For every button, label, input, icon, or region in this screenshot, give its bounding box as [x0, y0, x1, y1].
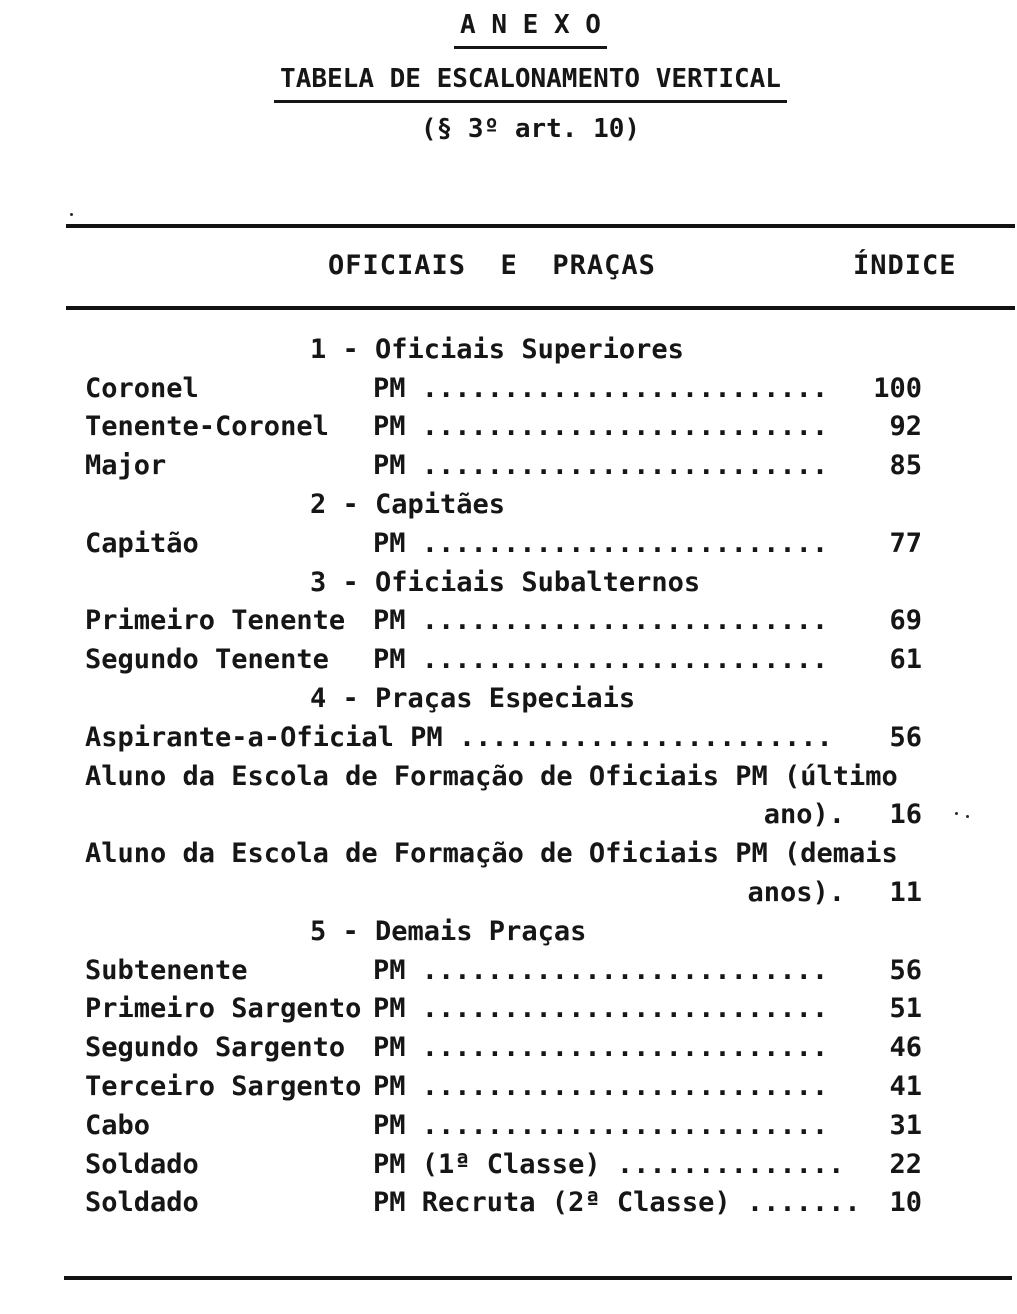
table-title: [22, 62, 1017, 103]
title-block: [22, 8, 1017, 150]
table-row: [85, 718, 922, 757]
rank-index: 10: [889, 1187, 922, 1219]
continuation-text: anos).: [747, 877, 845, 909]
column-header-officers: OFICIAIS E PRAÇAS: [328, 250, 656, 281]
table-row: [85, 1106, 922, 1145]
rank-table: [85, 330, 922, 1222]
table-row: [85, 951, 922, 990]
scan-speck: [70, 213, 73, 216]
rank-index: 11: [889, 877, 922, 909]
table-row: [85, 757, 922, 796]
continuation-text: ano).: [763, 799, 845, 831]
rank-desc: PM .........................: [373, 993, 829, 1025]
table-row: [85, 408, 922, 447]
rank-desc: PM .........................: [373, 1109, 829, 1141]
table-row: [85, 446, 922, 485]
rank-index: 77: [889, 527, 922, 559]
rank-index: 56: [889, 721, 922, 753]
rank-index: 22: [889, 1148, 922, 1180]
rank-index: 41: [889, 1071, 922, 1103]
table-row: [85, 524, 922, 563]
rank-name: Segundo Sargento: [85, 1032, 346, 1064]
rank-index: 85: [889, 450, 922, 482]
rank-desc: PM .........................: [373, 527, 829, 559]
section-row: [85, 563, 922, 602]
table-title-text: TABELA DE ESCALONAMENTO VERTICAL: [274, 62, 787, 103]
rank-index: 31: [889, 1109, 922, 1141]
rank-full-text: Aluno da Escola de Formação de Oficiais PM (demais: [85, 838, 898, 870]
table-row-continuation: [85, 796, 922, 835]
column-header-index: ÍNDICE: [853, 250, 957, 281]
horizontal-rule-bottom: [64, 1276, 1012, 1280]
rank-desc: PM .........................: [373, 1071, 829, 1103]
rank-desc: PM .........................: [373, 644, 829, 676]
table-row: [85, 369, 922, 408]
rank-desc: PM (1ª Classe) ..............: [373, 1148, 845, 1180]
rank-index: 61: [889, 644, 922, 676]
table-row: [85, 834, 922, 873]
rank-name: Terceiro Sargento: [85, 1071, 362, 1103]
annex-title: [22, 8, 1017, 49]
horizontal-rule-middle: [66, 306, 1015, 310]
rank-index: 69: [889, 605, 922, 637]
table-row: [85, 1145, 922, 1184]
rank-index: 51: [889, 993, 922, 1025]
rank-desc: PM .........................: [373, 954, 829, 986]
section-row: [85, 330, 922, 369]
annex-title-text: A N E X O: [454, 8, 607, 49]
section-label: 2 - Capitães: [310, 489, 506, 521]
table-row-continuation: [85, 873, 922, 912]
horizontal-rule-top: [66, 224, 1015, 228]
rank-name: Primeiro Sargento: [85, 993, 362, 1025]
rank-index: 46: [889, 1032, 922, 1064]
table-row: [85, 1067, 922, 1106]
scan-speck: [955, 812, 958, 815]
section-row: [85, 912, 922, 951]
table-row: [85, 1028, 922, 1067]
rank-index: 100: [873, 372, 922, 404]
table-row: [85, 640, 922, 679]
rank-name: Soldado: [85, 1148, 199, 1180]
article-reference-text: (§ 3º art. 10): [420, 114, 641, 144]
section-label: 5 - Demais Praças: [310, 915, 587, 947]
table-row: [85, 990, 922, 1029]
rank-name: Primeiro Tenente: [85, 605, 346, 637]
rank-name: Capitão: [85, 527, 199, 559]
rank-desc: PM .........................: [373, 411, 829, 443]
rank-desc: PM .........................: [373, 372, 829, 404]
rank-name: Subtenente: [85, 954, 248, 986]
scan-speck: [966, 815, 969, 818]
rank-index: 56: [889, 954, 922, 986]
rank-index: 16: [889, 799, 922, 831]
section-row: [85, 485, 922, 524]
rank-name: Coronel: [85, 372, 199, 404]
rank-full-text: Aluno da Escola de Formação de Oficiais PM (último: [85, 760, 898, 792]
section-label: 3 - Oficiais Subalternos: [310, 566, 701, 598]
rank-index: 92: [889, 411, 922, 443]
section-label: 4 - Praças Especiais: [310, 683, 636, 715]
rank-name: Cabo: [85, 1109, 151, 1141]
article-reference: [22, 112, 1017, 150]
rank-name: Major: [85, 450, 167, 482]
section-row: [85, 679, 922, 718]
rank-desc: PM Recruta (2ª Classe) .......: [373, 1187, 861, 1219]
rank-name: Segundo Tenente: [85, 644, 329, 676]
rank-name: Tenente-Coronel: [85, 411, 329, 443]
section-label: 1 - Oficiais Superiores: [310, 333, 684, 365]
rank-full-text: Aspirante-a-Oficial PM .......................: [85, 721, 833, 753]
rank-desc: PM .........................: [373, 1032, 829, 1064]
table-row: [85, 1184, 922, 1223]
rank-desc: PM .........................: [373, 605, 829, 637]
rank-name: Soldado: [85, 1187, 199, 1219]
rank-desc: PM .........................: [373, 450, 829, 482]
table-row: [85, 602, 922, 641]
